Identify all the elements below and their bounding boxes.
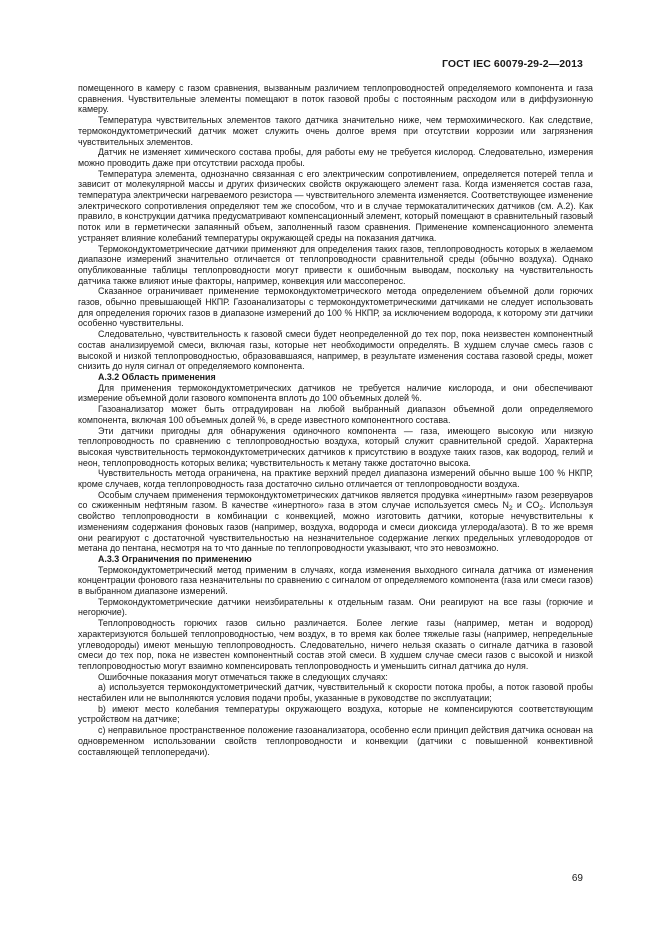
paragraph: Газоанализатор может быть отградуирован на любой выбранный диапазон объемной доли определяемого компонента, включая 100 объемных долей %, в среде известного компонентного состава.	[78, 404, 593, 425]
section-heading-a32: А.3.2 Область применения	[98, 371, 216, 382]
paragraph: Термокондуктометрические датчики применяют для определения таких газов, теплопроводность которых в желаемом диапазоне измерений значительно отличается от теплопроводности сравнительной среды (обычно воздуха). Однако опубликованные таблицы теплопроводности могут привести к ошибочным выводам, поскольку на чувствительность датчика также влияют иные факторы, например, конвекция или массоперенос.	[78, 243, 593, 286]
paragraph: Температура элемента, однозначно связанная с его электрическим сопротивлением, определяется потерей тепла и зависит от молекулярной массы и других физических свойств окружающего элемент газа. Когда изменяется состав газа, температура электрически нагреваемого резистора — чувствительного элемента изменяется. Соответствующее изменение электрического сопротивления определяют тем же способом, что и в случае термокаталитических датчиков (см. A.2). Как правило, в конструкции датчика предусматривают компенсационный элемент, который помещают в сравнительный газовый поток или в герметически запаянный объем, заполненный газом сравнения. Применение компенсационного элемента устраняет влияние колебаний температуры окружающей среды на показания датчика.	[78, 168, 593, 243]
list-item-a: а) используется термокондуктометрический датчик, чувствительный к скорости потока пробы, а поток газовой пробы нестабилен или не выполняются условия подачи пробы, указанные в руководстве по эксплуатации;	[78, 682, 593, 704]
paragraph: Чувствительность метода ограничена, на практике верхний предел диапазона измерений обычно выше 100 % НКПР, кроме случаев, когда теплопроводность газа достаточно сильно отличается от теплопроводности воздуха.	[78, 468, 593, 490]
text-run: Особым случаем применения термокондуктометрических датчиков является продувка «инертным» газом резервуаров со сжиженным нефтяным газом. В качестве «инертного» газа в этом случае используется смесь N	[78, 489, 593, 511]
paragraph: Ошибочные показания могут отмечаться также в следующих случаях:	[98, 671, 388, 682]
paragraph: Эти датчики пригодны для обнаружения одиночного компонента — газа, имеющего высокую или низкую теплопроводность по сравнению с теплопроводностью воздуха, который служит сравнительной средой. Характерна высокая чувствительность термокондуктометрических датчиков к присутствию в воздухе таких газов, как водород, гелий и неон, теплопроводность которых велика; чувствительность к метану также достаточно высока.	[78, 425, 593, 468]
section-heading-a33: А.3.3 Ограничения по применению	[98, 553, 252, 564]
paragraph: Термокондуктометрический метод применим в случаях, когда изменения выходного сигнала датчика от изменения концентрации фонового газа незначительны по сравнению с сигналом от определяемого компонента (газа или смеси газов) в выбранном диапазоне измерений.	[78, 564, 593, 597]
paragraph: Термокондуктометрические датчики неизбирательны к отдельным газам. Они реагируют на все газы (горючие и негорючие).	[78, 596, 593, 618]
paragraph: помещенного в камеру с газом сравнения, вызванным различием теплопроводностей определяемого компонента и газа сравнения. Чувствительные элементы помещают в поток газовой пробы с постоянным расходом или в диффузионную камеру.	[78, 83, 593, 115]
paragraph: Следовательно, чувствительность к газовой смеси будет неопределенной до тех пор, пока неизвестен компонентный состав анализируемой смеси, включая газы, которые нет необходимости определять. В худшем случае смесь газов с высокой и низкой теплопроводностью, образовавшаяся, например, в результате изменения состава газовой среды, может снизить до нуля сигнал от определяемого компонента.	[78, 329, 593, 372]
subscript: 2	[508, 505, 513, 513]
text-run: и CO	[512, 500, 540, 511]
paragraph: Сказанное ограничивает применение термокондуктометрического метода определением объемной доли горючих газов, обычно превышающей НКПР. Газоанализаторы с термокондуктометрическими датчиками не следует использовать для определения горючих газов в диапазоне измерений до 100 % НКПР, за исключением водорода, к которому эти датчики особенно чувствительны.	[78, 286, 593, 329]
paragraph-inert-gas	[78, 490, 593, 554]
subscript: 2	[539, 505, 543, 513]
paragraph: Теплопроводность горючих газов сильно различается. Более легкие газы (например, метан и водород) характеризуются большей теплопроводностью, чем воздух, в то время как более тяжелые газы (например, непредельные углеводороды) имеют меньшую теплопроводность. Следовательно, ничего нельзя сказать о сигнале датчика в газовой смеси до тех пор, пока не известен компонентный состав этой смеси. В худшем случае смеси газов с высокой и низкой теплопроводностью могут взаимно компенсировать теплопроводность и уменьшить сигнал датчика до нуля.	[78, 618, 593, 671]
document-body	[78, 83, 593, 757]
document-standard-code: ГОСТ IEC 60079-29-2—2013	[441, 58, 583, 70]
list-item-c: с) неправильное пространственное положение газоанализатора, особенно если принцип действия датчика основан на одновременном использовании свойств теплопроводности и конвекции (датчики с повышенной конвективной составляющей теплопередачи).	[78, 725, 593, 757]
paragraph: Датчик не изменяет химического состава пробы, для работы ему не требуется кислород. Следовательно, измерения можно проводить даже при отсутствии расхода пробы.	[78, 147, 593, 168]
text-run: . Используя свойство теплопроводности в комбинации с конвекцией, можно изготовить датчики, которые нечувствительны к изменениям содержания фоновых газов (например, воздуха, водорода и смеси диоксида углерода/азота). В то же время они реагируют с достаточной чувствительностью на незначительное содержание легких предельных углеводородов от метана до пентана, несмотря на то что данные по теплопроводности указывают, что это невозможно.	[78, 500, 593, 554]
paragraph: Для применения термокондуктометрических датчиков не требуется наличие кислорода, и они обеспечивают измерение объемной доли газового компонента вплоть до 100 объемных долей %.	[78, 382, 593, 404]
list-item-b: b) имеют место колебания температуры окружающего воздуха, которые не компенсируются соответствующим устройством на датчике;	[78, 703, 593, 725]
paragraph: Температура чувствительных элементов такого датчика значительно ниже, чем термохимического. Как следствие, термокондуктометрический датчик может служить очень долгое время при отсутствии коррозии или загрязнения чувствительных элементов.	[78, 115, 593, 147]
page-number: 69	[571, 873, 583, 884]
